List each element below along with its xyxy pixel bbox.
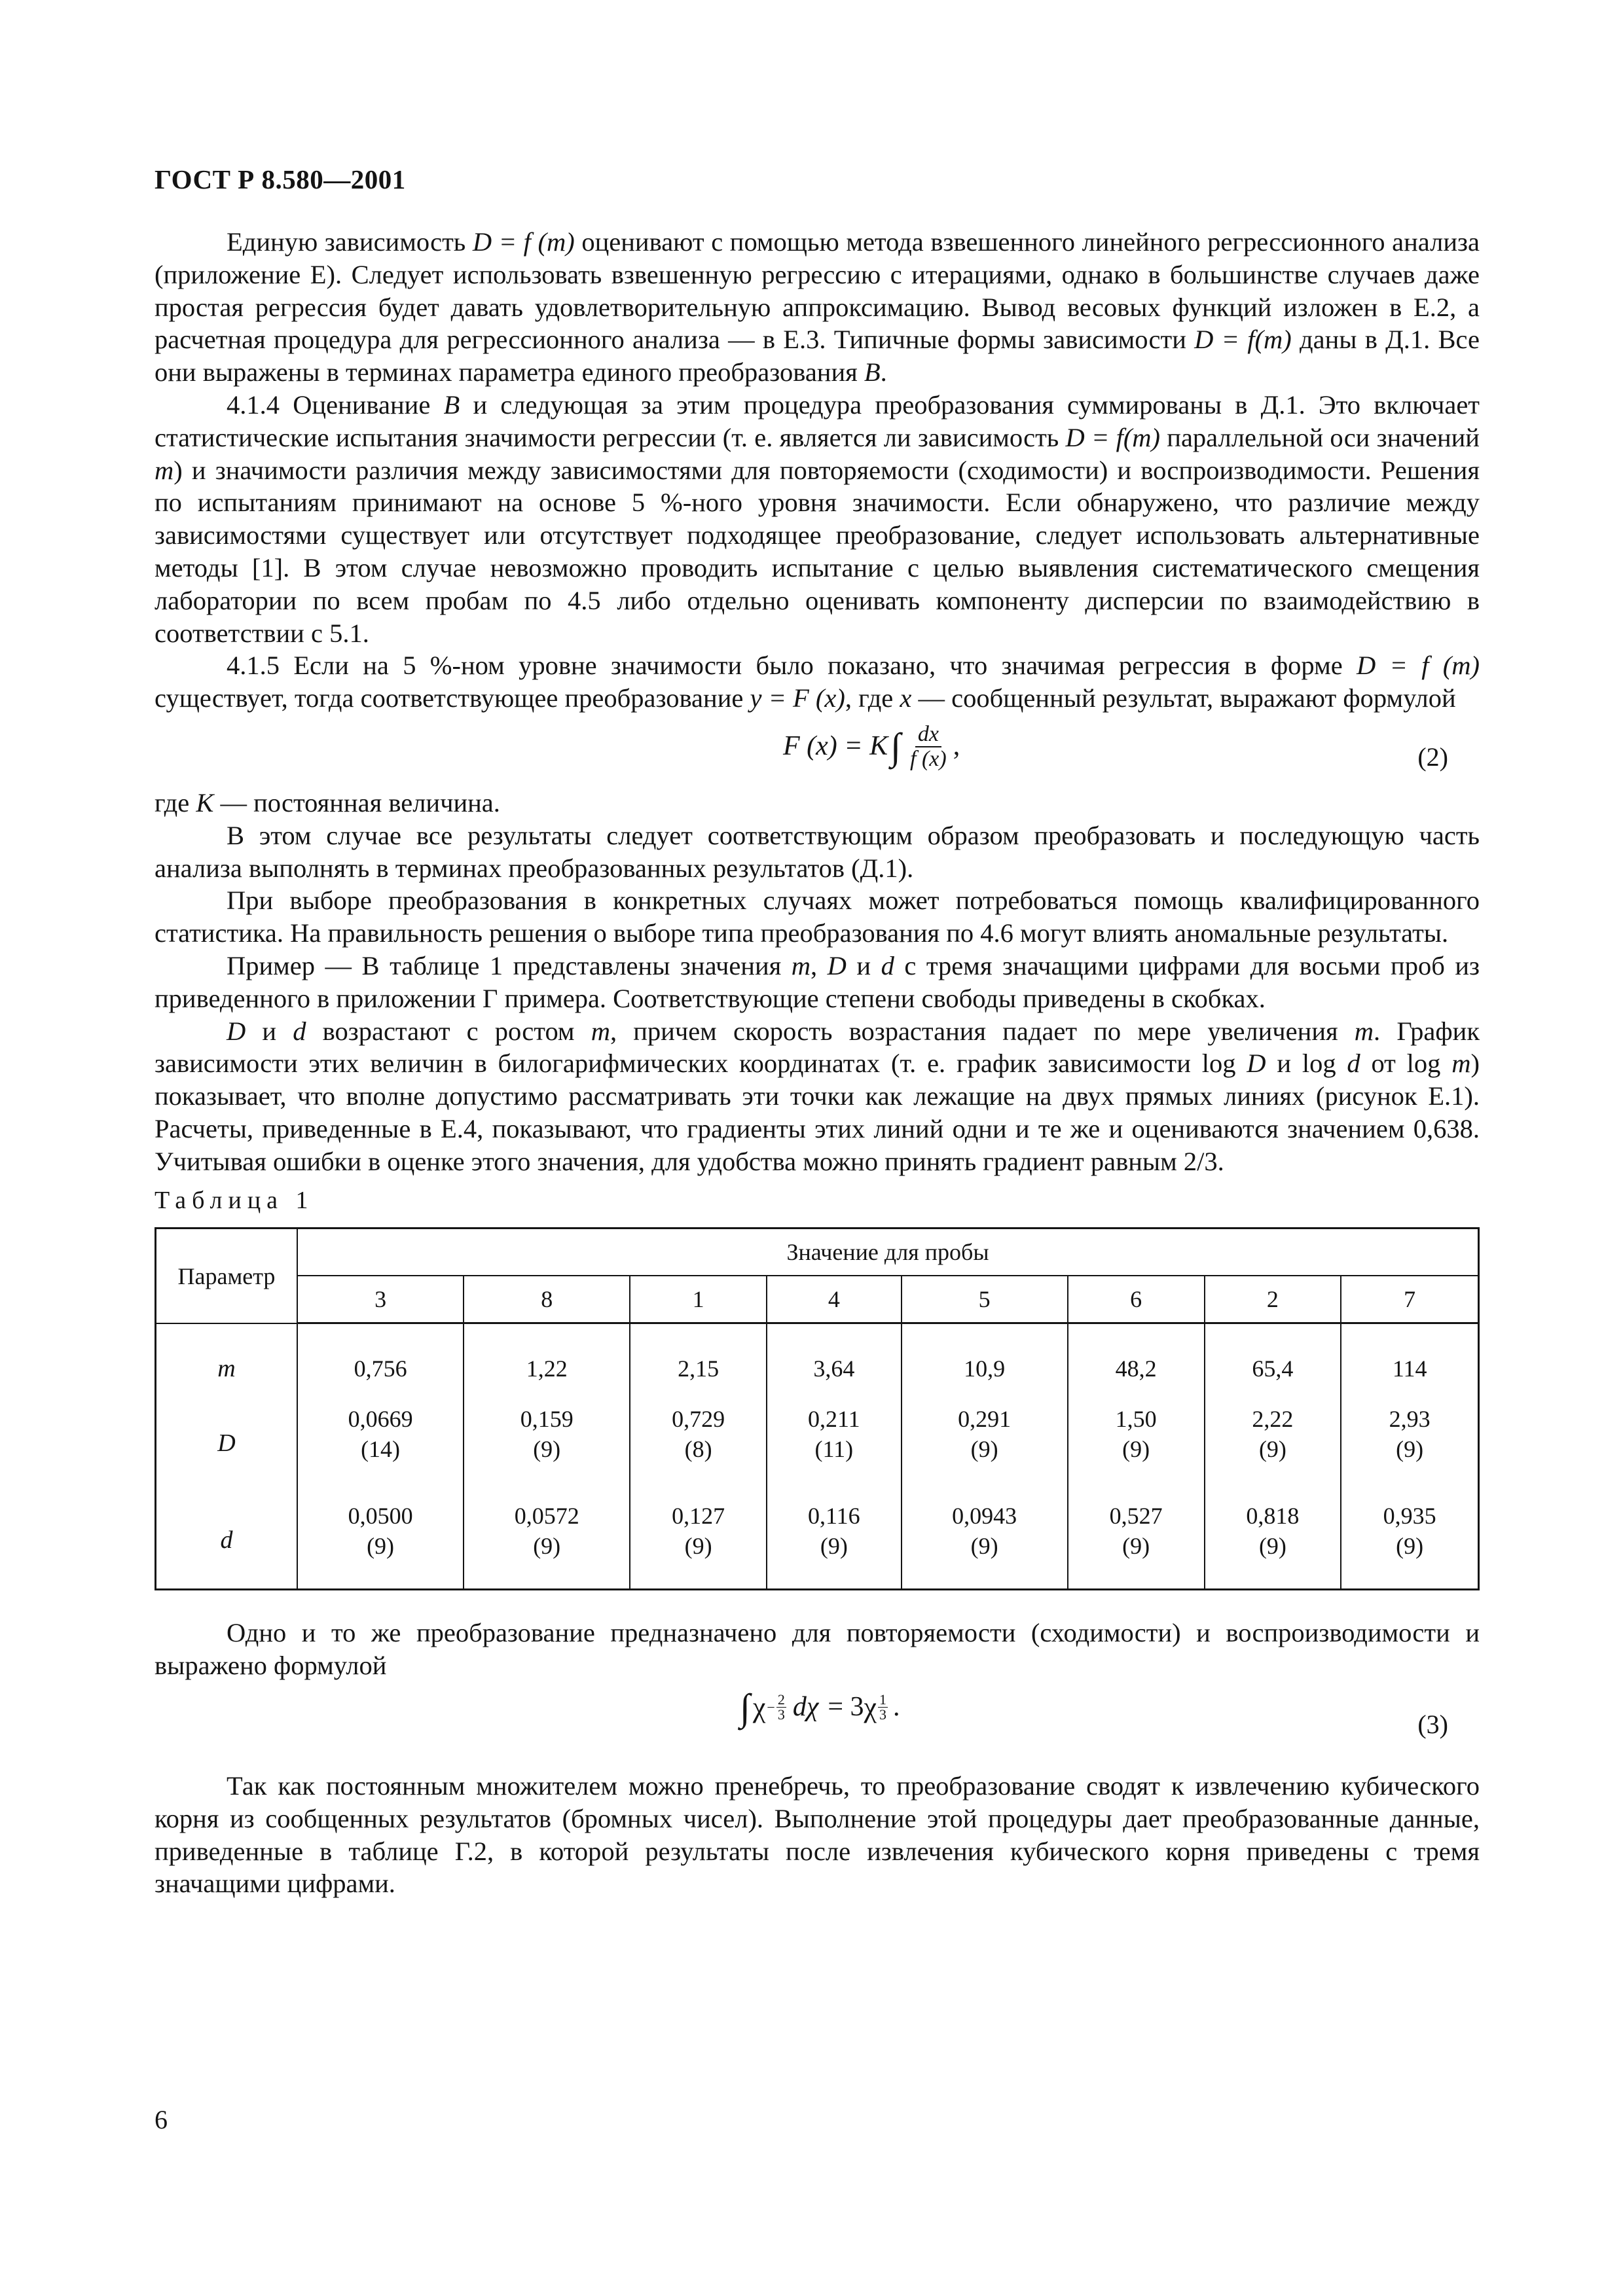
cell-value: 65,4 xyxy=(1252,1355,1294,1382)
formula-2-number: (2) xyxy=(1417,742,1448,772)
cell-value: 0,116 xyxy=(807,1503,860,1530)
cell-value: 3,64 xyxy=(813,1355,855,1382)
cell-value: 0,0500 xyxy=(348,1503,413,1530)
document-header: ГОСТ Р 8.580—2001 xyxy=(155,164,406,194)
cell-value: 0,127 xyxy=(672,1503,725,1530)
value-cell xyxy=(464,1492,630,1590)
value-cell xyxy=(1341,1342,1478,1395)
value-cell xyxy=(630,1395,767,1492)
value-cell xyxy=(1068,1395,1205,1492)
formula-2 xyxy=(155,715,1480,787)
formula-3 xyxy=(155,1682,1480,1761)
cell-value: 0,756 xyxy=(354,1355,407,1382)
table-row xyxy=(156,1342,1479,1395)
cell-value: 0,159 xyxy=(520,1406,574,1433)
cell-dof: (9) xyxy=(1122,1533,1150,1560)
param-cell: m xyxy=(156,1342,298,1395)
table-row xyxy=(156,1492,1479,1590)
exponent-one-third: 1 3 xyxy=(879,1691,887,1723)
cell-dof: (9) xyxy=(1396,1436,1424,1463)
cell-dof: (8) xyxy=(684,1436,712,1463)
page-content xyxy=(155,226,1480,1900)
value-cell xyxy=(464,1395,630,1492)
value-cell xyxy=(1205,1492,1341,1590)
cell-value: 1,22 xyxy=(526,1355,568,1382)
cell-value: 0,0669 xyxy=(348,1406,413,1433)
cell-dof: (9) xyxy=(1258,1436,1286,1463)
cell-value: 0,818 xyxy=(1246,1503,1300,1530)
sample-header: 2 xyxy=(1205,1276,1341,1323)
sample-header: 3 xyxy=(297,1276,464,1323)
paragraph-transform-results: В этом случае все результаты следует соответствующим образом преобразовать и последующую часть анализа выполнять в терминах преобразованных результатов (Д.1). xyxy=(155,820,1480,883)
cell-value: 0,729 xyxy=(672,1406,725,1433)
cell-value: 0,935 xyxy=(1383,1503,1436,1530)
data-table xyxy=(155,1227,1480,1590)
value-cell xyxy=(767,1342,901,1395)
value-cell xyxy=(297,1492,464,1590)
cell-dof: (9) xyxy=(820,1533,848,1560)
sample-header: 5 xyxy=(902,1276,1068,1323)
group-header: Значение для пробы xyxy=(297,1229,1479,1276)
cell-value: 2,15 xyxy=(678,1355,720,1382)
cell-dof: (14) xyxy=(361,1436,401,1463)
param-cell: d xyxy=(156,1492,298,1590)
value-cell xyxy=(767,1395,901,1492)
cell-dof: (9) xyxy=(1396,1533,1424,1560)
cell-value: 0,0572 xyxy=(514,1503,579,1530)
cell-value: 10,9 xyxy=(964,1355,1006,1382)
value-cell xyxy=(630,1342,767,1395)
param-header: Параметр xyxy=(156,1229,298,1323)
cell-dof: (9) xyxy=(970,1436,998,1463)
formula-3-expression: ∫ χ − $\frac{2}{3}$ dχ = 3 χ 1 3 . xyxy=(740,1685,900,1729)
symbol-D-eq-fm: D = f (m) xyxy=(472,227,575,257)
paragraph-same-transform: Одно и то же преобразование предназначено для повторяемости (сходимости) и воспроизводимости и выражено формулой xyxy=(155,1618,1480,1681)
cell-dof: (9) xyxy=(684,1533,712,1560)
paragraph-dependence: Единую зависимость D = f (m) оценивают с помощью метода взвешенного линейного регрессионного анализа (приложение Е). Следует использовать взвешенную регрессию с итерациями, однако в большинстве случаев даже простая регрессия будет давать удовлетворительную аппроксимацию. Вывод весовых функций изложен в Е.2, а расчетная процедура для регрессионного анализа — в Е.3. Типичные формы зависимости D = f(m) даны в Д.1. Все они выражены в терминах параметра единого преобразования B. xyxy=(155,227,1480,387)
paragraph-4-1-5: 4.1.5 Если на 5 %-ном уровне значимости было показано, что значимая регрессия в форме D = f (m) существует, тогда соответствующее преобразование y = F (x), где x — сообщенный результат, выражают формулой xyxy=(155,651,1480,713)
value-cell xyxy=(1068,1492,1205,1590)
paragraph-4-1-4: 4.1.4 Оценивание B и следующая за этим процедура преобразования суммированы в Д.1. Это включает статистические испытания значимости регрессии (т. е. является ли зависимость D = f(m) параллельной оси значений m) и значимости различия между зависимостями для повторяемости (сходимости) и воспроизводимости. Решения по испытаниям принимают на основе 5 %-ного уровня значимости. Если обнаружено, что различие между зависимостями существует или отсутствует подходящее преобразование, следует использовать альтернативные методы [1]. В этом случае невозможно проводить испытание с целью выявления систематического смещения лаборатории по всем пробам по 4.5 либо отдельно оценивать компоненту дисперсии по взаимодействию в соответствии с 5.1. xyxy=(155,389,1480,648)
paragraph-example: Пример — В таблице 1 представлены значения m, D и d с тремя значащими цифрами для восьми проб из приведенного в приложении Г примера. Соответствующие степени свободы приведены в скобках. xyxy=(155,950,1480,1013)
sample-header: 7 xyxy=(1341,1276,1478,1323)
cell-dof: (9) xyxy=(970,1533,998,1560)
paragraph-where-K: где K — постоянная величина. xyxy=(155,787,500,817)
integral-sign: ∫ xyxy=(890,725,902,768)
cell-value: 0,291 xyxy=(958,1406,1012,1433)
table-caption: Таблица 1 xyxy=(155,1186,314,1214)
cell-dof: (9) xyxy=(533,1436,561,1463)
cell-dof: (9) xyxy=(533,1533,561,1560)
cell-value: 0,527 xyxy=(1109,1503,1163,1530)
sample-header: 4 xyxy=(767,1276,901,1323)
value-cell xyxy=(1341,1492,1478,1590)
value-cell xyxy=(297,1342,464,1395)
paragraph-statistician: При выборе преобразования в конкретных случаях может потребоваться помощь квалифицированного статистика. На правильность решения о выборе типа преобразования по 4.6 могут влиять аномальные результаты. xyxy=(155,886,1480,948)
cell-value: 0,0943 xyxy=(952,1503,1017,1530)
exponent-minus-two-thirds: − $\frac{2}{3}$ xyxy=(767,1691,785,1723)
value-cell xyxy=(297,1395,464,1492)
sample-header: 8 xyxy=(464,1276,630,1323)
value-cell xyxy=(902,1492,1068,1590)
cell-dof: (9) xyxy=(367,1533,395,1560)
page-number: 6 xyxy=(155,2105,168,2134)
value-cell xyxy=(767,1492,901,1590)
cell-value: 1,50 xyxy=(1115,1406,1157,1433)
param-cell: D xyxy=(156,1395,298,1492)
paragraph-growth: D и d возрастают с ростом m, причем скорость возрастания падает по мере увеличения m. График зависимости этих величин в билогарифмических координатах (т. е. график зависимости log D и log d от log m) показывает, что вполне допустимо рассматривать эти точки как лежащие на двух прямых линиях (рисунок Е.1). Расчеты, приведенные в Е.4, показывают, что градиенты этих линий одни и те же и оцениваются значением 0,638. Учитывая ошибки в оценке этого значения, для удобства можно принять градиент равным 2/3. xyxy=(155,1016,1480,1176)
sample-header: 6 xyxy=(1068,1276,1205,1323)
sample-header: 1 xyxy=(630,1276,767,1323)
table-row xyxy=(156,1395,1479,1492)
value-cell xyxy=(630,1492,767,1590)
value-cell xyxy=(1068,1342,1205,1395)
cell-dof: (9) xyxy=(1258,1533,1286,1560)
paragraph-cube-root: Так как постоянным множителем можно пренебречь, то преобразование сводят к извлечению кубического корня из сообщенных результатов (бромных чисел). Выполнение этой процедуры дает преобразованные данные, приведенные в таблице Г.2, в которой результаты после извлечения кубического корня приведены с тремя значащими цифрами. xyxy=(155,1770,1480,1899)
value-cell xyxy=(1205,1395,1341,1492)
value-cell xyxy=(902,1342,1068,1395)
formula-2-expression: F (x) = K ∫ $\frac{dx}{f (x)}$ , xyxy=(783,721,960,771)
cell-dof: (11) xyxy=(814,1436,854,1463)
formula-2-fraction: $\frac{dx}{f (x)}$ xyxy=(910,721,947,771)
formula-3-number: (3) xyxy=(1417,1709,1448,1739)
value-cell xyxy=(902,1395,1068,1492)
value-cell xyxy=(1341,1395,1478,1492)
cell-value: 114 xyxy=(1392,1355,1427,1382)
value-cell xyxy=(464,1342,630,1395)
cell-value: 0,211 xyxy=(807,1406,860,1433)
cell-value: 48,2 xyxy=(1115,1355,1157,1382)
value-cell xyxy=(1205,1342,1341,1395)
cell-value: 2,22 xyxy=(1252,1406,1294,1433)
cell-value: 2,93 xyxy=(1389,1406,1431,1433)
cell-dof: (9) xyxy=(1122,1436,1150,1463)
